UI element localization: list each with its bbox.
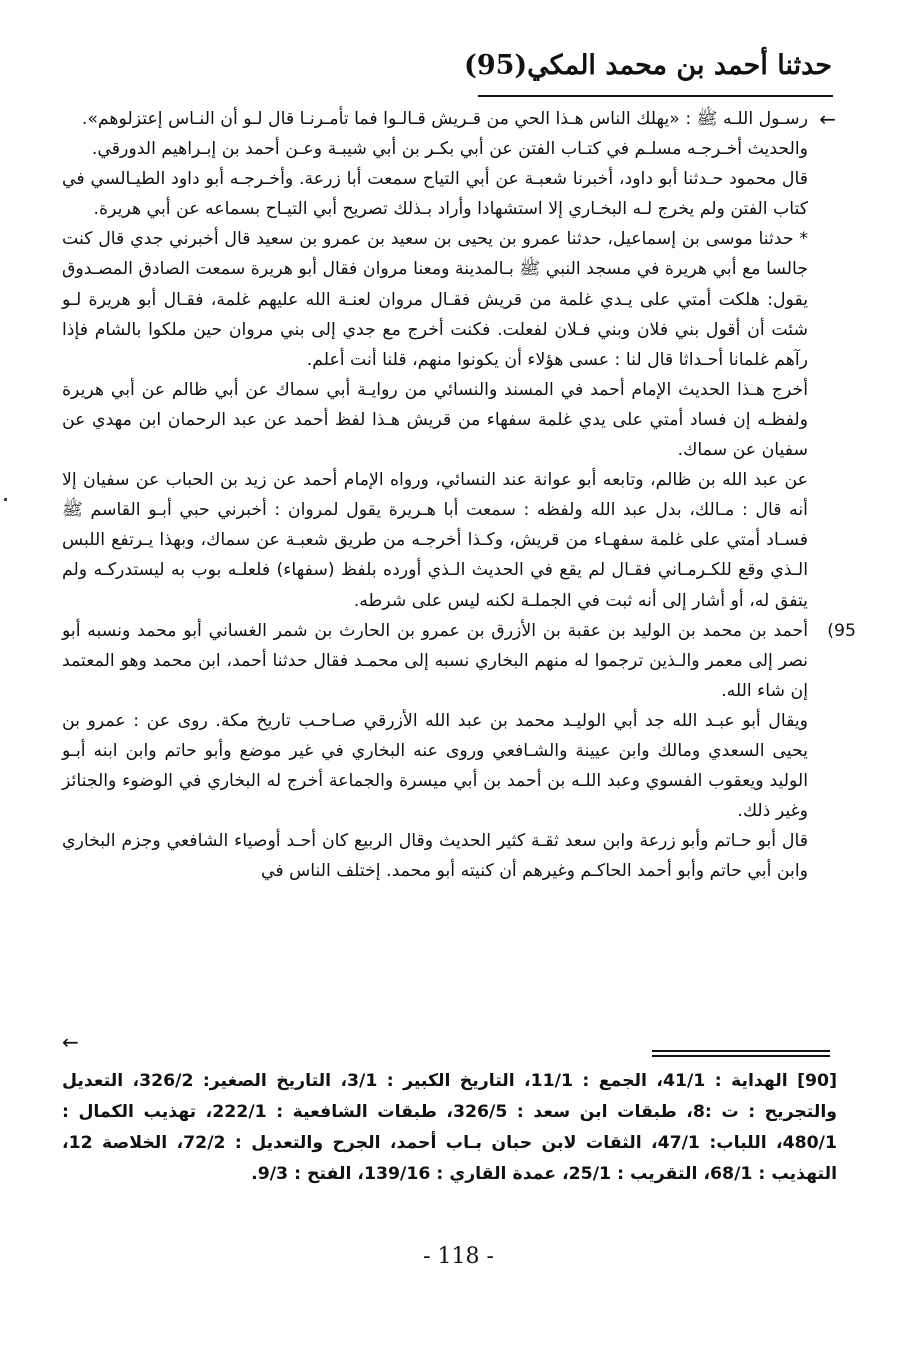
page-header-title: حدثنا أحمد بن محمد المكي(95) [464,50,832,81]
scan-speck [4,498,7,501]
paragraph-biography [62,616,856,706]
footnote-90: [90] الهداية : 41/1، الجمع : 11/1، التاريخ الكبير : 3/1، التاريخ الصغير: 326/2، التعديل والتجريح : ت :8، طبقات ابن سعد : 326/5، طبقات الشافعية : 222/1، تهذيب الكمال : 480/1، اللباب: 47/1، الثقات لابن حبان بـاب أحمد، الجرح والتعديل : 72/2، الخلاصة 12، التهذيب : 68/1، التقريب : 25/1، عمدة القاري : 139/16، الفتح : 9/3. [62,1071,837,1184]
footnotes [62,1066,837,1190]
paragraph-takhrij: والحديث أخـرجـه مسلـم في كتـاب الفتن عن أبي بكـر بن أبي شيبـة وعـن أحمد بن إبـراهيم الدورقي. [91,139,808,160]
continuation-arrow-icon: ← [819,107,836,131]
biography-number: 95) [827,620,856,641]
paragraph-hadith-musa: * حدثنا موسى بن إسماعيل، حدثنا عمرو بن يحيى بن سعيد بن عمرو بن سعيد قال أخبرني جدي قال كنت جالسا مع أبي هريرة في مسجد النبي ﷺ بـالمدينة ومعنا مروان فقال أبو هريرة سمعت الصادق المصـدوق يقول: هلكت أمتي على يـدي غلمة من قريش فقـال مروان لعنـة الله عليهم غلمة، فقـال أبو هريرة لـو شئت أن أقول بني فلان وبني فـلان لفعلت. فكنت أخرج مع جدي إلى بني مروان حين ملكوا بالشام فإذا رآهم غلمانا أحـداثا قال لنا : عسى هؤلاء أن يكونوا منهم، قلنا أنت أعلم. [62,229,808,370]
footnote-rule-top [652,1050,830,1052]
paragraph-biography-3: قال أبو حـاتم وأبو زرعة وابن سعد ثقـة كثير الحديث وقال الربيع كان أحـد أوصياء الشافعي وجزم البخاري وابن أبي حاتم وأبو أحمد الحاكـم وغيرهم أن كنيته أبو محمد. إختلف الناس في [62,831,808,882]
paragraph-mahmoud: قال محمود حـدثنا أبو داود، أخبرنا شعبـة عن أبي التياح سمعت أبا زرعة. وأخـرجـه أبو داود الطيـالسي في كتاب الفتن ولم يخرج لـه البخـاري إلا استشهادا وأراد بـذلك تصريح أبي التيـاح بسماعه عن أبي هريرة. [62,169,808,220]
continuation-text: رسـول اللـه ﷺ : «يهلك الناس هـذا الحي من قـريش قـالـوا فما تأمـرنـا قال لـو أن النـاس إعتزلوهم». [81,109,808,129]
header-rule [478,95,833,97]
footnote-rule-bottom [652,1055,830,1057]
next-page-arrow-icon: ← [62,1030,79,1054]
main-text [62,104,856,886]
paragraph-continuation [62,104,834,134]
paragraph-akhraja: أخرج هـذا الحديث الإمام أحمد في المسند والنسائي من روايـة أبي سماك عن أبي ظالم عن أبي هريرة ولفظـه إن فساد أمتي على يدي غلمة سفهاء من قريش هـذا لفظ أحمد عن عبد الرحمان ابن مهدي عن سفيان عن سماك. [62,379,808,461]
paragraph-abdallah: عن عبد الله بن ظالم، وتابعه أبو عوانة عند النسائي، ورواه الإمام أحمد عن زيد بن الحباب عن سفيان إلا أنه قال : مـالك، بدل عبد الله ولفظه : سمعت أبا هـريرة يقول لمروان : أخبرني حبي أبـو القاسم ﷺ فسـاد أمتي على غلمة سفهـاء من قريش، وكـذا أخرجـه من طريق شعبـة عن سماك، وبهذا يـرتفع اللبس الـذي وقع للكـرمـاني فقـال لم يقع في الحديث الـذي أورده بلفظ (سفهاء) فلعلـه بوب به ليستدركـه ولم يتفق له، أو أشار إلى أنه ثبت في الجملـة لكنه ليس على شرطه. [62,470,808,611]
biography-text: أحمد بن محمد بن الوليد بن عقبة بن الأزرق بن عمرو بن الحارث بن شمر الغساني أبو محمد ونسبه أبو نصر إلى معمر والـذين ترجموا له منهم البخاري نسبه إلى محمـد فقال حدثنا أحمد، ابن محمد وهو المعتمد إن شاء الله. [62,620,808,701]
paragraph-biography-2: ويقال أبو عبـد الله جد أبي الوليـد محمد بن عبد الله الأزرقي صـاحـب تاريخ مكة. روى عن : عمرو بن يحيى السعدي ومالك وابن عيينة والشـافعي وروى عنه البخاري في غير موضع وأبو حاتم وابن ابنه أبـو الوليد ويعقوب الفسوي وعبد اللـه بن أحمد بن أبي ميسرة والجماعة أخرج له البخاري في الوضوء والجنائز وغير ذلك. [62,710,808,822]
page-number: - 118 - [423,1244,494,1269]
